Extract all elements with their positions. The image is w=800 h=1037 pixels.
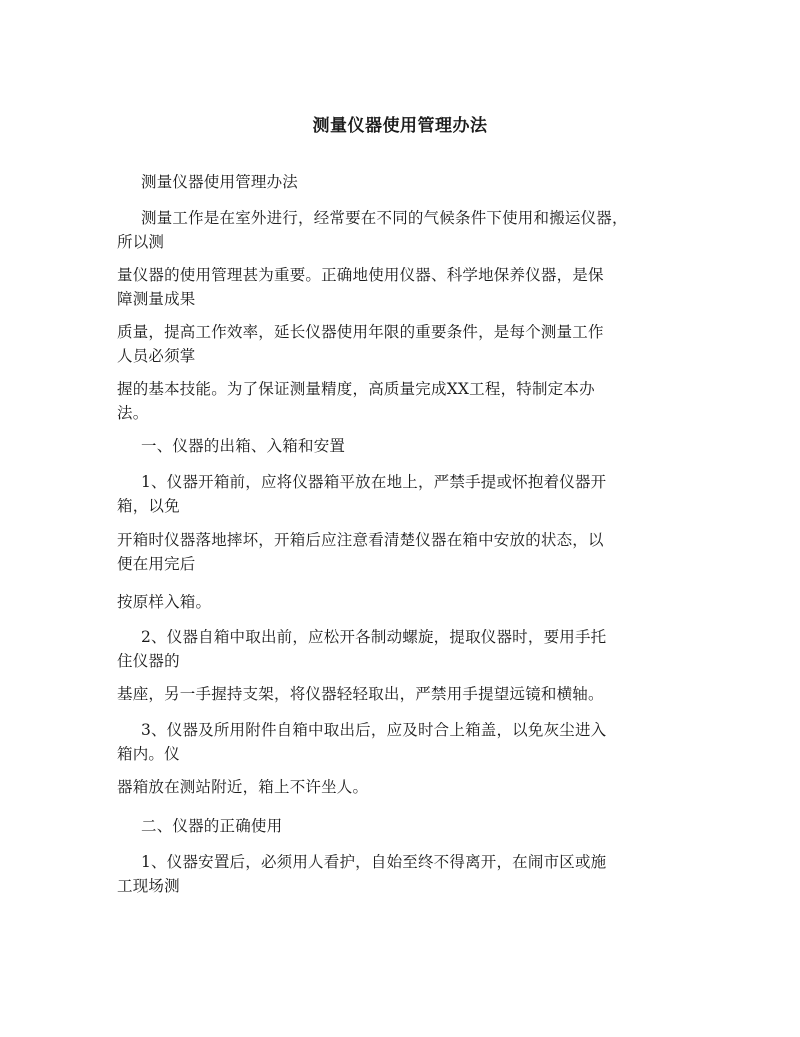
paragraph-12 [117, 850, 637, 898]
document-subtitle [117, 170, 637, 194]
paragraph-line: 质量，提高工作效率，延长仪器使用年限的重要条件，是每个测量工作 [117, 323, 604, 341]
paragraph-11 [117, 775, 637, 799]
paragraph-line: 开箱时仪器落地摔坏，开箱后应注意看清楚仪器在箱中安放的状态，以 [117, 531, 604, 549]
paragraph-line: 一、仪器的出箱、入箱和安置 [141, 437, 346, 455]
paragraph-line: 测量工作是在室外进行，经常要在不同的气候条件下使用和搬运仪器， [141, 209, 628, 227]
paragraph-10 [117, 718, 637, 766]
paragraph-line: 2、仪器自箱中取出前，应松开各制动螺旋，提取仪器时，要用手托 [141, 628, 607, 646]
paragraph-1 [117, 206, 637, 254]
paragraph-line: 1、仪器安置后，必须用人看护，自始至终不得离开，在闹市区或施 [141, 853, 607, 871]
paragraph-line: 3、仪器及所用附件自箱中取出后，应及时合上箱盖，以免灰尘进入 [141, 721, 607, 739]
paragraph-6 [117, 528, 637, 576]
paragraph-7 [117, 590, 637, 614]
paragraph-line: 握的基本技能。为了保证测量精度，高质量完成XX工程，特制定本办 [117, 380, 595, 398]
document-title: 测量仪器使用管理办法 [312, 116, 488, 136]
paragraph-line: 障测量成果 [117, 290, 196, 308]
paragraph-line: 工现场测 [117, 877, 180, 895]
paragraph-line: 1、仪器开箱前，应将仪器箱平放在地上，严禁手提或怀抱着仪器开 [141, 473, 607, 491]
paragraph-4 [117, 377, 637, 425]
paragraph-line: 箱内。仪 [117, 745, 180, 763]
paragraph-line: 人员必须掌 [117, 347, 196, 365]
paragraph-line: 法。 [117, 404, 149, 422]
paragraph-5 [117, 470, 637, 518]
paragraph-8 [117, 625, 637, 673]
paragraph-line: 器箱放在测站附近，箱上不许坐人。 [117, 778, 369, 796]
section-heading-2 [117, 814, 637, 838]
paragraph-line: 箱，以免 [117, 497, 180, 515]
paragraph-9 [117, 682, 637, 706]
section-heading-1 [117, 434, 637, 458]
paragraph-line: 测量仪器使用管理办法 [141, 173, 299, 191]
paragraph-line: 量仪器的使用管理甚为重要。正确地使用仪器、科学地保养仪器，是保 [117, 266, 604, 284]
paragraph-line: 住仪器的 [117, 652, 180, 670]
paragraph-line: 二、仪器的正确使用 [141, 817, 283, 835]
paragraph-line: 按原样入箱。 [117, 593, 212, 611]
paragraph-line: 便在用完后 [117, 555, 196, 573]
paragraph-2 [117, 263, 637, 311]
paragraph-line: 基座，另一手握持支架，将仪器轻轻取出，严禁用手提望远镜和横轴。 [117, 685, 604, 703]
paragraph-3 [117, 320, 637, 368]
paragraph-line: 所以测 [117, 233, 165, 251]
